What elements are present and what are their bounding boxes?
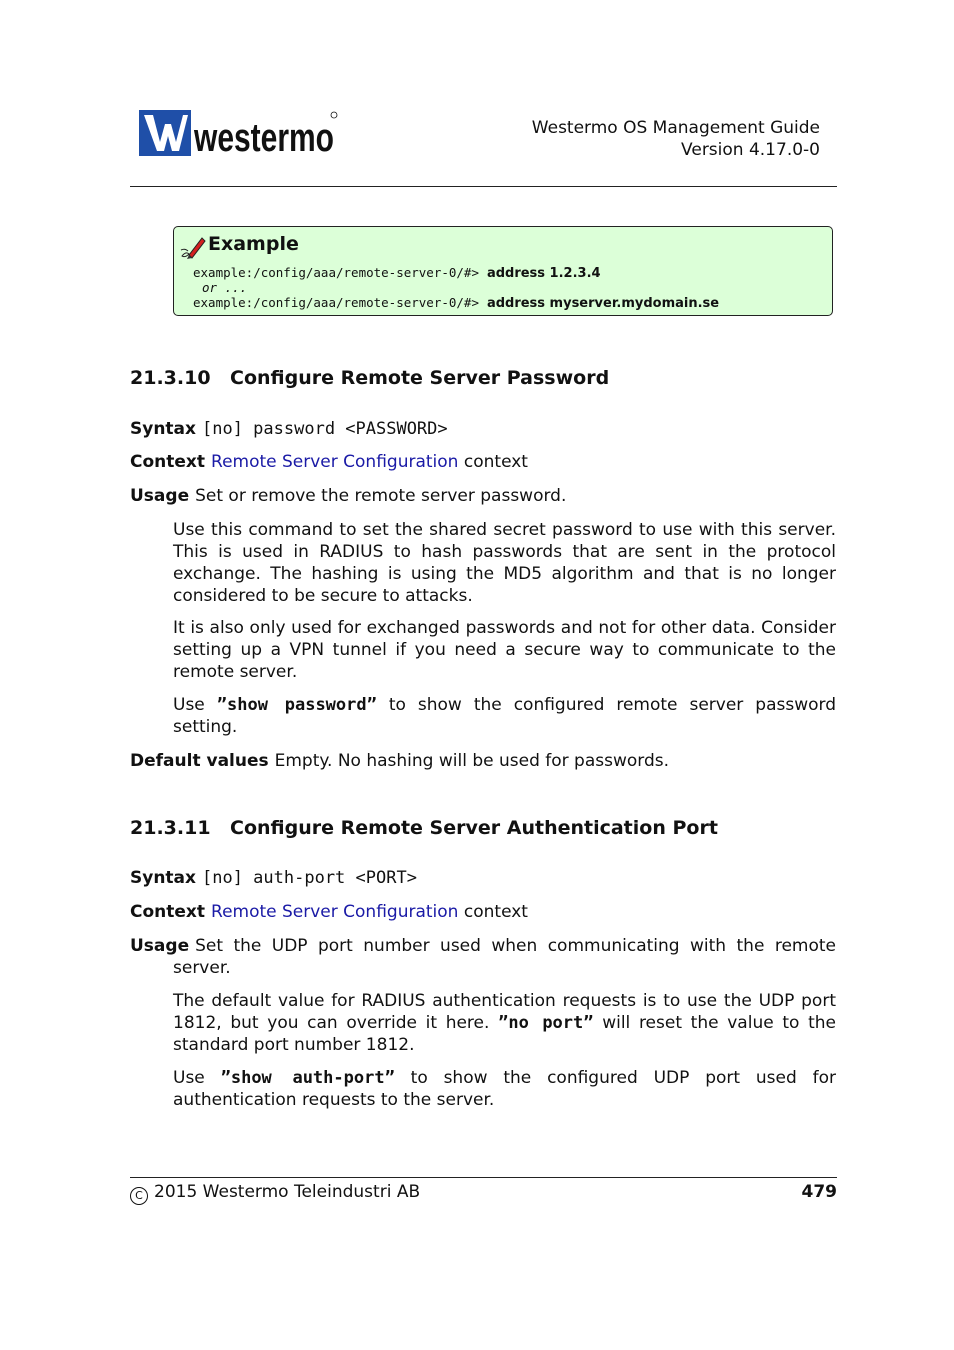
paragraph: Use ”show password” to show the configured remote server password setting. (173, 695, 836, 737)
logo-text: westermo (193, 116, 334, 160)
usage-row: Usage Set the UDP port number used when communicating with the remote server. (130, 936, 836, 978)
guide-version: Version 4.17.0-0 (681, 140, 820, 160)
syntax-row: Syntax [no] password <PASSWORD> (130, 419, 448, 439)
section-heading: 21.3.11 Configure Remote Server Authentication Port (130, 817, 718, 839)
example-or: or ... (202, 280, 248, 295)
example-line: example:/config/aaa/remote-server-0/#> address myserver.mydomain.se (193, 295, 720, 311)
syntax-code: [no] password <PASSWORD> (202, 419, 448, 439)
paragraph: It is also only used for exchanged passwords and not for other data. Consider setting up a VPN tunnel if you need a secure way to communicate to the remote server. (173, 618, 836, 682)
copyright-text: 2015 Westermo Teleindustri AB (154, 1182, 421, 1202)
pencil-icon (180, 234, 206, 260)
syntax-row: Syntax [no] auth-port <PORT> (130, 868, 417, 888)
guide-title: Westermo OS Management Guide (531, 118, 820, 138)
context-row: Context Remote Server Configuration context (130, 902, 528, 922)
default-values-row: Default values Empty. No hashing will be used for passwords. (130, 751, 670, 771)
paragraph: Use this command to set the shared secret password to use with this server. This is used in RADIUS to hash passwords that are sent in the protocol exchange. The hashing is using the MD5 algorithm and that is no longer considered to be secure to attacks. (173, 520, 836, 606)
paragraph: The default value for RADIUS authentication requests is to use the UDP port 1812, but you can override it here. ”no port” will reset the value to the standard port number 1812. (173, 991, 837, 1055)
header-meta (532, 117, 820, 161)
copyright-icon: C (130, 1187, 148, 1205)
footer-rule (130, 1177, 837, 1178)
westermo-logo (139, 110, 339, 158)
paragraph: Use ”show auth-port” to show the configured UDP port used for authentication requests to the server. (173, 1068, 836, 1110)
section-heading: 21.3.10 Configure Remote Server Password (130, 367, 610, 389)
page-number: 479 (801, 1182, 837, 1202)
usage-row: Usage Set or remove the remote server password. (130, 486, 567, 506)
example-title: Example (208, 233, 299, 255)
context-link[interactable]: Remote Server Configuration (211, 902, 459, 922)
example-line: example:/config/aaa/remote-server-0/#> address 1.2.3.4 (193, 265, 601, 281)
syntax-code: [no] auth-port <PORT> (202, 868, 417, 888)
example-box (173, 226, 833, 316)
footer (130, 1181, 837, 1205)
context-link[interactable]: Remote Server Configuration (211, 452, 459, 472)
context-row: Context Remote Server Configuration context (130, 452, 528, 472)
header-rule (130, 186, 837, 187)
